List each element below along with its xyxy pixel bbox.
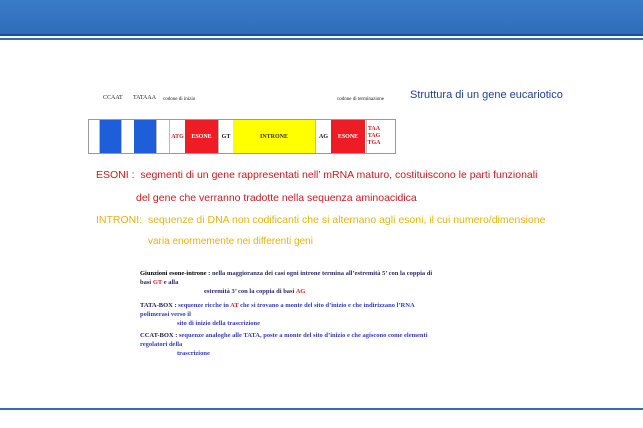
start-codon-label: codone di inizio (163, 97, 196, 102)
exon-1: ESONE (185, 120, 218, 153)
introni-definition-1: sequenze di DNA non codificanti che si alternano agli esoni, il cui numero/dimensione (147, 214, 546, 226)
esoni-definition-1: segmenti di un gene rappresentati nell’ mRNA maturo, costituiscono le parti funzionali (140, 169, 538, 181)
esoni-term: ESONI : (96, 169, 135, 181)
giunzioni-text-1: nella maggioranza dei casi ogni introne termina all’estremità 5’ con la coppia di basi (140, 270, 433, 286)
giunzioni-text-3: estremità 3’ con la coppia di basi (204, 288, 295, 295)
ccaat-box (100, 120, 121, 153)
top-divider (0, 38, 643, 40)
giunzioni-gt: GT (152, 279, 163, 286)
esoni-definition-2: del gene che verranno tradotte nella sequenza aminoacidica (136, 192, 417, 204)
giunzioni-term: Giunzioni esone-introne : (140, 270, 211, 277)
stop-codon-tga: TGA (367, 140, 381, 146)
tata-box (134, 120, 156, 153)
esoni-line-1 (96, 168, 537, 182)
gene-spacer (89, 120, 100, 153)
exon-2: ESONE (331, 120, 365, 153)
tata-text-1: sequenze ricche in (178, 302, 229, 309)
gene-spacer (156, 120, 169, 153)
giunzioni-note (140, 269, 440, 296)
giunzioni-ag: AG (295, 288, 306, 295)
stop-codon-label: codone di terminazione (337, 97, 384, 102)
introni-line-1 (96, 213, 545, 227)
title-bar (0, 0, 643, 36)
ccat-note (140, 331, 440, 358)
tata-text-2: che si trovano a monte del sito d’inizio e che indirizzano l’RNA polimerasi verso il (140, 302, 415, 318)
intron: INTRONE (233, 120, 315, 153)
tataaa-label: TATAAA (133, 95, 157, 101)
gene-spacer (121, 120, 135, 153)
stop-codons (366, 120, 382, 153)
introni-definition-2: varia enormemente nei differenti geni (148, 236, 313, 247)
stop-codon-taa: TAA (367, 126, 381, 132)
tata-note (140, 301, 430, 328)
ccat-text-1: sequenze analoghe alle TATA, poste a monte del sito d’inizio e che agiscono come elementi regolatori della (140, 332, 428, 348)
ag-site: AG (315, 120, 332, 153)
tata-term: TATA-BOX : (140, 302, 177, 309)
ccaat-label: CCAAT (103, 95, 123, 101)
start-codon: ATG (169, 120, 186, 153)
tata-text-3: sito di inizio della trascrizione (177, 320, 261, 327)
giunzioni-text-2: e alla (162, 279, 179, 286)
bottom-divider (0, 408, 643, 410)
ccat-text-2: trascrizione (177, 350, 210, 357)
stop-codon-tag: TAG (367, 133, 381, 139)
introni-term: INTRONI: (96, 214, 143, 226)
ccat-term: CCAT-BOX : (140, 332, 178, 339)
tata-at: AT (230, 302, 239, 309)
gt-site: GT (218, 120, 234, 153)
gene-diagram (88, 119, 396, 154)
page-title: Struttura di un gene eucariotico (410, 89, 563, 101)
gene-spacer (381, 120, 395, 153)
